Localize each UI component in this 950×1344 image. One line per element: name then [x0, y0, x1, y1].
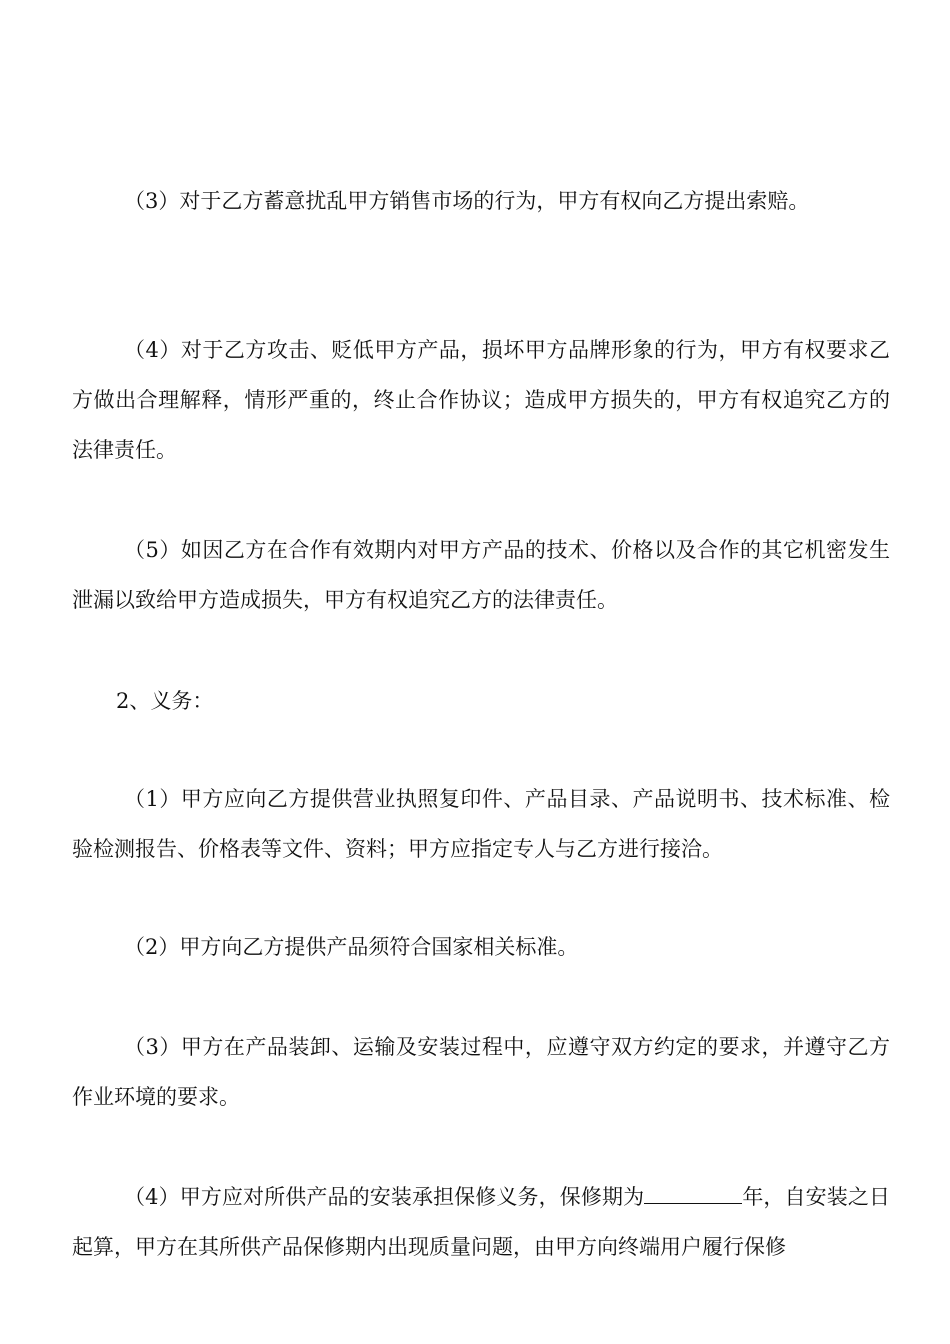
paragraph-duties-1: （1）甲方应向乙方提供营业执照复印件、产品目录、产品说明书、技术标准、检验检测报告、价格表等文件、资料；甲方应指定专人与乙方进行接洽。 [72, 787, 890, 861]
warranty-text-after: 年，自安装之日起算，甲方在其所供产品保修期内出现质量问题，由甲方向终端用户履行保修 [72, 1185, 890, 1259]
section-heading-obligations: 2、义务： [116, 689, 214, 713]
paragraph-rights-5: （5）如因乙方在合作有效期内对甲方产品的技术、价格以及合作的其它机密发生泄漏以致给甲方造成损失，甲方有权追究乙方的法律责任。 [72, 538, 890, 612]
paragraph-duties-4 [72, 1172, 890, 1272]
paragraph-rights-3: （3）对于乙方蓄意扰乱甲方销售市场的行为，甲方有权向乙方提出索赔。 [124, 189, 810, 213]
paragraph-duties-2: （2）甲方向乙方提供产品须符合国家相关标准。 [124, 935, 579, 959]
warranty-period-blank [644, 1185, 742, 1204]
warranty-text-before: （4）甲方应对所供产品的安装承担保修义务，保修期为 [124, 1185, 645, 1209]
paragraph-rights-4: （4）对于乙方攻击、贬低甲方产品，损坏甲方品牌形象的行为，甲方有权要求乙方做出合理解释，情形严重的，终止合作协议；造成甲方损失的，甲方有权追究乙方的法律责任。 [72, 338, 890, 462]
paragraph-duties-3: （3）甲方在产品装卸、运输及安装过程中，应遵守双方约定的要求，并遵守乙方作业环境的要求。 [72, 1035, 890, 1109]
